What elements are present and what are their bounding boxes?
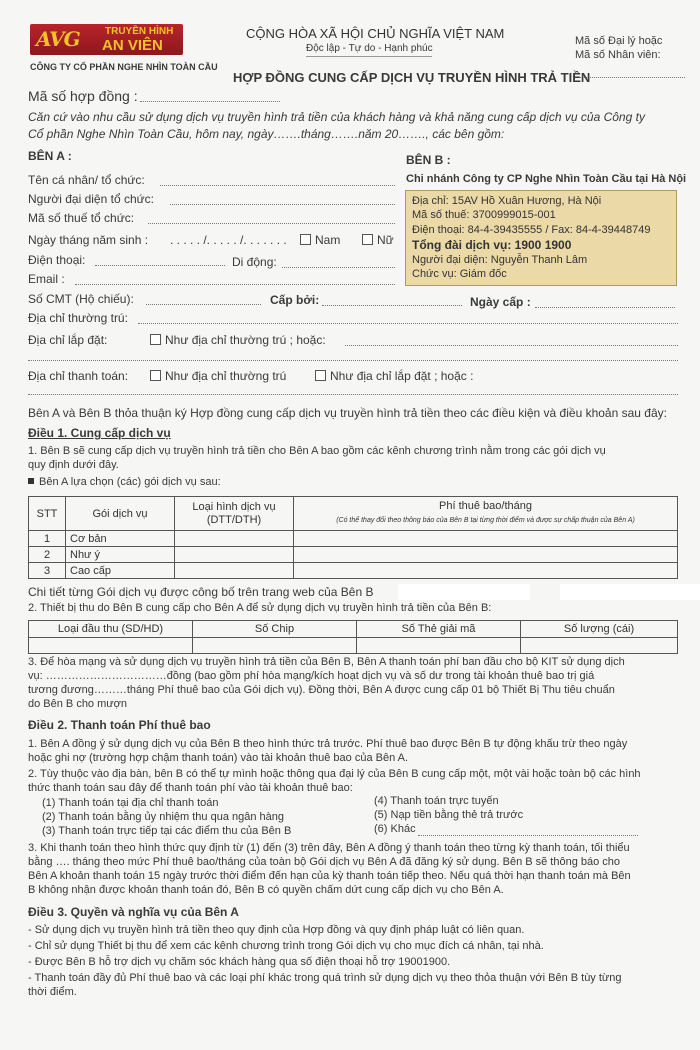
agreement-statement: Bên A và Bên B thỏa thuận ký Hợp đồng cung cấp dịch vụ truyền hình trả tiền theo các điều kiện và điều khoản sau đây: xyxy=(28,406,667,420)
party-b-position: Chức vụ: Giám đốc xyxy=(412,268,507,280)
table-row xyxy=(29,547,678,563)
col-service-type-sub: (DTT/DTH) xyxy=(206,513,262,526)
install-address-line-2 xyxy=(28,360,678,361)
payment-install-checkbox[interactable] xyxy=(315,370,326,381)
package-detail-note: Chi tiết từng Gói dịch vụ được công bố trên trang web của Bên B xyxy=(28,585,374,599)
fee-cell[interactable] xyxy=(294,547,678,563)
party-a-phone-label: Điện thoại: xyxy=(28,253,86,267)
card-cell[interactable] xyxy=(357,638,521,654)
residence-line xyxy=(138,323,678,324)
party-a-mobile-line xyxy=(282,267,395,268)
motto-underline xyxy=(306,56,432,57)
nation-heading: CỘNG HÒA XÃ HỘI CHỦ NGHĨA VIỆT NAM xyxy=(246,26,505,41)
party-a-email-label: Email : xyxy=(28,272,65,286)
party-a-email-line xyxy=(75,284,395,285)
male-label: Nam xyxy=(315,233,341,247)
motto: Độc lập - Tự do - Hạnh phúc xyxy=(306,43,433,54)
payment-option-2: (2) Thanh toán bằng ủy nhiệm thu qua ngân hàng xyxy=(42,811,284,823)
col-card: Số Thẻ giải mã xyxy=(357,621,521,638)
article-2-p3a: 3. Khi thanh toán theo hình thức quy định từ (1) đến (3) trên đây, Bên A đồng ý thanh toán theo từng kỳ thanh toán, tối thiểu xyxy=(28,842,630,854)
article-1-p2: 2. Thiết bị thu do Bên B cung cấp cho Bên A để sử dụng dịch vụ truyền hình trả tiền của Bên B: xyxy=(28,602,492,614)
payment-option-1: (1) Thanh toán tại địa chỉ thanh toán xyxy=(42,797,219,809)
contract-title: HỢP ĐỒNG CUNG CẤP DỊCH VỤ TRUYỀN HÌNH TRẢ TIỀN xyxy=(233,70,591,85)
install-address-label: Địa chỉ lắp đặt: xyxy=(28,333,108,347)
article-2-title: Điều 2. Thanh toán Phí thuê bao xyxy=(28,718,211,732)
row-number: 1 xyxy=(29,531,66,547)
party-b-hotline: Tổng đài dịch vụ: 1900 1900 xyxy=(412,238,572,252)
gender-male-option[interactable] xyxy=(300,233,340,247)
payment-residence-checkbox[interactable] xyxy=(150,370,161,381)
article-1-p1b: quy định dưới đây. xyxy=(28,459,119,471)
logo-mark: AVG xyxy=(36,27,80,51)
party-a-tax-label: Mã số thuế tổ chức: xyxy=(28,211,135,225)
party-a-name-line xyxy=(160,185,395,186)
payment-option-4: (4) Thanh toán trực tuyến xyxy=(374,795,499,807)
col-stt: STT xyxy=(29,497,66,531)
article-2-p3b: bằng …. tháng theo mức Phí thuê bao/tháng của toàn bộ Gói dịch vụ Bên A đã đăng ký sử dụng. Bên B sẽ thông báo cho xyxy=(28,856,621,868)
party-a-phone-line xyxy=(95,265,225,266)
col-package: Gói dịch vụ xyxy=(66,497,175,531)
contract-number-line xyxy=(140,101,280,102)
package-name: Cơ bản xyxy=(66,531,175,547)
article-3-line-4b: thời điểm. xyxy=(28,986,77,998)
female-label: Nữ xyxy=(377,233,394,247)
payment-residence-label: Như địa chỉ thường trú xyxy=(165,369,287,383)
article-3-line-3: - Được Bên B hỗ trợ dịch vụ chăm sóc khách hàng qua số điện thoại hỗ trợ 19001900. xyxy=(28,956,451,968)
col-quantity: Số lượng (cái) xyxy=(521,621,678,638)
package-choice-text: Bên A lựa chọn (các) gói dịch vụ sau: xyxy=(39,476,221,488)
party-a-rep-line xyxy=(170,204,395,205)
payment-install-label: Như địa chỉ lắp đặt ; hoặc : xyxy=(330,369,474,383)
female-checkbox[interactable] xyxy=(362,234,373,245)
party-b-tax: Mã số thuế: 3700999015-001 xyxy=(412,209,556,221)
gender-female-option[interactable] xyxy=(362,233,394,247)
issued-by-label: Cấp bởi: xyxy=(270,293,320,307)
id-number-line xyxy=(146,304,261,305)
logo-top-text: TRUYỀN HÌNH xyxy=(105,26,174,37)
col-chip: Số Chip xyxy=(193,621,357,638)
service-type-cell[interactable] xyxy=(175,531,294,547)
article-2-p2b: thức thanh toán sau đây để thanh toán phí vào tài khoản thuê bao: xyxy=(28,782,353,794)
party-b-address: Địa chỉ: 15AV Hồ Xuân Hương, Hà Nội xyxy=(412,195,602,207)
table-row xyxy=(29,563,678,579)
staff-code-line xyxy=(575,77,685,78)
package-choice-label xyxy=(28,476,221,488)
party-a-rep-label: Người đại diện tổ chức: xyxy=(28,192,154,206)
install-same-label: Như địa chỉ thường trú ; hoặc: xyxy=(165,333,326,347)
quantity-cell[interactable] xyxy=(521,638,678,654)
party-a-dob-label: Ngày tháng năm sinh : xyxy=(28,233,149,247)
payment-other-line xyxy=(418,835,638,836)
col-fee-label: Phí thuê bao/tháng xyxy=(439,500,532,512)
article-1-p3a: 3. Để hòa mạng và sử dụng dịch vụ truyền hình trả tiền của Bên B, Bên A thanh toán phí ban đầu cho bộ KIT sử dụng dịch xyxy=(28,656,625,668)
party-b-heading: BÊN B : xyxy=(406,153,451,167)
payment-address-line xyxy=(28,394,678,395)
row-number: 2 xyxy=(29,547,66,563)
dob-field[interactable]: . . . . . /. . . . . /. . . . . . . xyxy=(170,233,287,247)
party-b-name: Chi nhánh Công ty CP Nghe Nhìn Toàn Cầu tại Hà Nội xyxy=(406,173,687,185)
service-type-cell[interactable] xyxy=(175,563,294,579)
receiver-type-cell[interactable] xyxy=(29,638,193,654)
article-1-p3b: vụ: ……………………………đồng (bao gồm phí hòa mạng/kích hoạt dịch vụ và số dư trong tài khoản thuê bao trị giá xyxy=(28,670,595,682)
redacted-url-2 xyxy=(560,584,700,600)
party-a-heading: BÊN A : xyxy=(28,149,72,163)
article-1-p1a: 1. Bên B sẽ cung cấp dịch vụ truyền hình trả tiền cho Bên A bao gồm các kênh chương trình nằm trong các gói dịch vụ xyxy=(28,445,606,457)
party-b-phone: Điện thoại: 84-4-39435555 / Fax: 84-4-39448749 xyxy=(412,224,651,236)
payment-same-install-option[interactable] xyxy=(315,369,473,383)
article-3-line-1: - Sử dụng dịch vụ truyền hình trả tiền theo quy định của Hợp đồng và quy định pháp luật có liên quan. xyxy=(28,924,525,936)
company-name: CÔNG TY CỔ PHẦN NGHE NHÌN TOÀN CẦU xyxy=(30,62,218,72)
package-table-header xyxy=(29,497,678,531)
col-fee xyxy=(294,497,678,531)
article-1-p3d: do Bên B cho mượn xyxy=(28,698,127,710)
install-address-line xyxy=(345,345,678,346)
issued-date-line xyxy=(535,307,675,308)
contract-number-label: Mã số hợp đồng : xyxy=(28,88,138,104)
payment-same-residence-option[interactable] xyxy=(150,369,286,383)
article-2-p2a: 2. Tùy thuộc vào địa bàn, bên B có thể tự mình hoặc thông qua đại lý của Bên B cung cấp một, một vài hoặc toàn bộ các hình xyxy=(28,768,641,780)
package-name: Cao cấp xyxy=(66,563,175,579)
redacted-url xyxy=(398,584,530,600)
table-row xyxy=(29,531,678,547)
install-same-checkbox[interactable] xyxy=(150,334,161,345)
article-1-p3c: tương đương………tháng Phí thuê bao của Gói dịch vụ). Đồng thời, Bên A được cung cấp 01 bộ Thiết Bị Thu tiêu chuẩn xyxy=(28,684,615,696)
fee-cell[interactable] xyxy=(294,531,678,547)
party-b-rep: Người đại diện: Nguyễn Thanh Lâm xyxy=(412,254,588,266)
table-row xyxy=(29,638,678,654)
party-a-tax-line xyxy=(148,223,395,224)
package-table xyxy=(28,496,678,579)
agent-code-label: Mã số Đại lý hoặc xyxy=(575,35,663,47)
device-table xyxy=(28,620,678,654)
party-a-mobile-label: Di động: xyxy=(232,255,277,269)
staff-code-label: Mã số Nhân viên: xyxy=(575,49,661,61)
residence-label: Địa chỉ thường trú: xyxy=(28,311,128,325)
intro-line-2: Cổ phần Nghe Nhìn Toàn Cầu, hôm nay, ngày…….tháng…….năm 20……., các bên gồm: xyxy=(28,127,505,141)
install-same-option[interactable] xyxy=(150,333,326,347)
male-checkbox[interactable] xyxy=(300,234,311,245)
payment-option-3: (3) Thanh toán trực tiếp tại các điểm thu của Bên B xyxy=(42,825,292,837)
col-receiver-type: Loại đầu thu (SD/HD) xyxy=(29,621,193,638)
article-2-p1b: hoặc ghi nợ (trường hợp chậm thanh toán) vào tài khoản thuê bao của Bên A. xyxy=(28,752,409,764)
article-1-title: Điều 1. Cung cấp dịch vụ xyxy=(28,426,171,440)
col-fee-note: (Có thể thay đổi theo thông báo của Bên B tại từng thời điểm và được sự chấp thuận của Bên A) xyxy=(336,517,635,524)
payment-address-label: Địa chỉ thanh toán: xyxy=(28,369,129,383)
issued-date-label: Ngày cấp : xyxy=(470,295,531,309)
intro-line-1: Căn cứ vào nhu cầu sử dụng dịch vụ truyền hình trả tiền của khách hàng và khả năng cung cấp dịch vụ của Công ty xyxy=(28,110,645,124)
logo-bottom-text: AN VIÊN xyxy=(102,37,163,54)
id-number-label: Số CMT (Hộ chiếu): xyxy=(28,292,134,306)
chip-cell[interactable] xyxy=(193,638,357,654)
issued-by-line xyxy=(322,305,462,306)
device-table-header xyxy=(29,621,678,638)
article-3-title: Điều 3. Quyền và nghĩa vụ của Bên A xyxy=(28,905,239,919)
col-service-type xyxy=(175,497,294,531)
party-b-info-box xyxy=(405,190,677,286)
article-3-line-2: - Chỉ sử dụng Thiết bị thu để xem các kênh chương trình trong Gói dịch vụ cho mục đích cá nhân, tại nhà. xyxy=(28,940,544,952)
service-type-cell[interactable] xyxy=(175,547,294,563)
article-2-p3c: Bên A khoản thanh toán 15 ngày trước thời điểm đến hạn của kỳ thanh toán tiếp theo. Nếu quá thời hạn thanh toán mà Bên xyxy=(28,870,631,882)
row-number: 3 xyxy=(29,563,66,579)
payment-option-5: (5) Nạp tiền bằng thẻ trả trước xyxy=(374,809,524,821)
col-service-type-label: Loại hình dịch vụ xyxy=(192,500,276,513)
bullet-icon xyxy=(28,478,34,484)
article-3-line-4a: - Thanh toán đầy đủ Phí thuê bao và các loại phí khác trong quá trình sử dụng dịch vụ theo thỏa thuận với Bên B tùy từng xyxy=(28,972,622,984)
article-2-p1a: 1. Bên A đồng ý sử dụng dịch vụ của Bên B theo hình thức trả trước. Phí thuê bao được Bên B tự động khấu trừ theo ngày xyxy=(28,738,628,750)
party-a-name-label: Tên cá nhân/ tổ chức: xyxy=(28,173,145,187)
company-logo xyxy=(30,24,183,55)
fee-cell[interactable] xyxy=(294,563,678,579)
package-name: Như ý xyxy=(66,547,175,563)
payment-option-6: (6) Khác xyxy=(374,823,416,835)
article-2-p3d: B không nhận được khoản thanh toán đó, Bên B có quyền chấm dứt cung cấp dịch vụ cho Bên A. xyxy=(28,884,504,896)
